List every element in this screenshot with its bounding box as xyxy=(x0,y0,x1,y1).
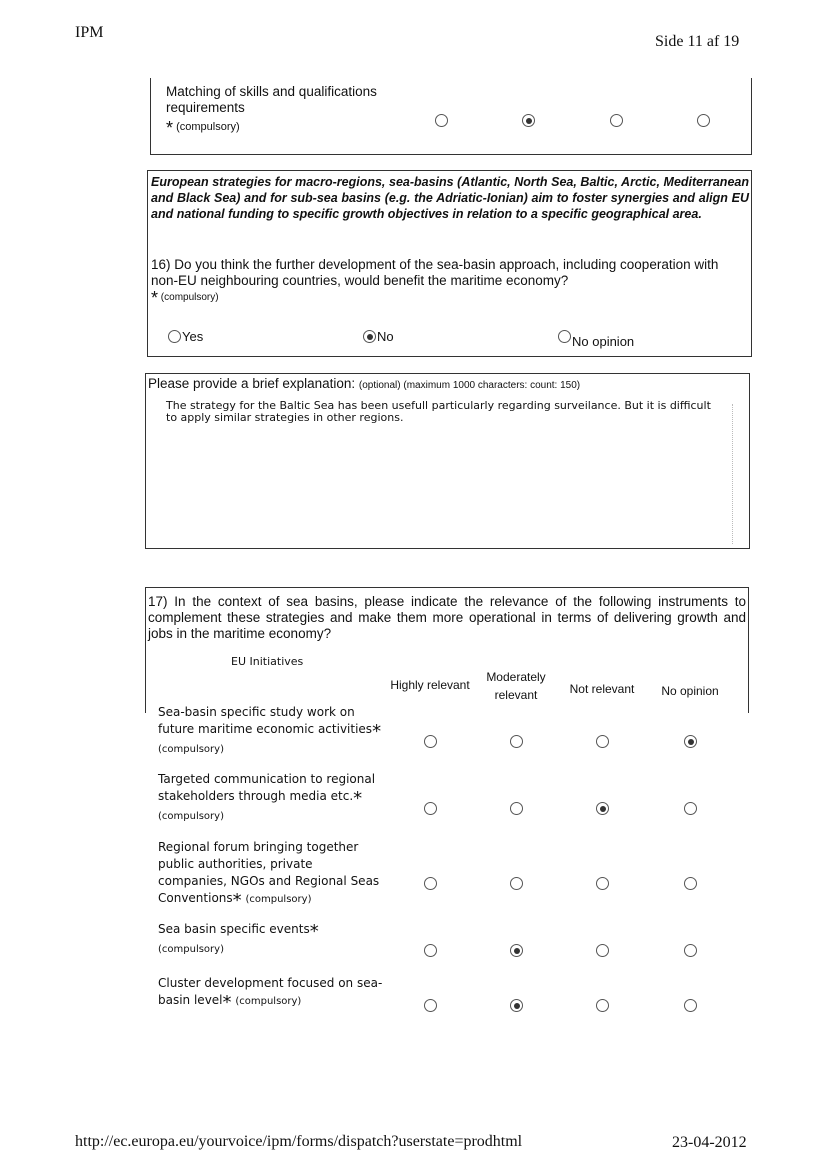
footer-date: 23-04-2012 xyxy=(672,1134,747,1151)
skills-radio-1[interactable] xyxy=(522,114,535,127)
q17-row1-radio-1[interactable] xyxy=(510,802,523,815)
q17-row2-radio-2[interactable] xyxy=(596,877,609,890)
skills-row xyxy=(150,78,752,155)
q17-row0-radio-1[interactable] xyxy=(510,735,523,748)
q16-option-label: No opinion xyxy=(572,334,635,349)
column-header: Not relevant xyxy=(569,682,635,696)
q17-row1-radio-3[interactable] xyxy=(684,802,697,815)
q17-row1-radio-0[interactable] xyxy=(424,802,437,815)
q17-row4-radio-1[interactable] xyxy=(510,999,523,1012)
explanation-label: Please provide a brief explanation: (optional) (maximum 1000 characters: count: 150) xyxy=(148,376,581,391)
q17-row0-radio-3[interactable] xyxy=(684,735,697,748)
column-header: Highly relevant xyxy=(390,678,470,692)
q17-row0-radio-0[interactable] xyxy=(424,735,437,748)
q17-row1-radio-2[interactable] xyxy=(596,802,609,815)
q17-row4-radio-2[interactable] xyxy=(596,999,609,1012)
q17-row3-radio-2[interactable] xyxy=(596,944,609,957)
q16-option-label: No xyxy=(377,329,394,344)
q17-row0-radio-2[interactable] xyxy=(596,735,609,748)
column-header: No opinion xyxy=(661,684,719,698)
q16-section xyxy=(147,170,752,357)
page-number: Side 11 af 19 xyxy=(655,33,740,50)
q16-radio-0[interactable] xyxy=(168,330,181,343)
skills-radio-0[interactable] xyxy=(435,114,448,127)
skills-compulsory: * (compulsory) xyxy=(166,118,240,138)
q16-option-label: Yes xyxy=(182,329,204,344)
q16-question: 16) Do you think the further development of the sea-basin approach, including cooperation with non-EU neighbouring countries, would benefit the maritime economy? xyxy=(151,257,719,288)
q17-question: 17) In the context of sea basins, please indicate the relevance of the following instruments to complement these strategies and make them more operational in terms of delivering growth and jobs in the maritime economy? xyxy=(148,594,746,641)
footer-url: http://ec.europa.eu/yourvoice/ipm/forms/dispatch?userstate=prodhtml xyxy=(75,1133,523,1150)
explanation-section xyxy=(145,373,750,549)
row-label: Cluster development focused on sea-basin level* (compulsory) xyxy=(158,976,383,1013)
explanation-textarea[interactable]: The strategy for the Baltic Sea has been usefull particularly regarding surveilance. But it is difficult to apply similar strategies in other regions. xyxy=(166,399,711,424)
column-header: Moderately relevant xyxy=(486,670,546,702)
row-label: Targeted communication to regional stakeholders through media etc.* (compulsory) xyxy=(158,772,376,822)
q16-intro: European strategies for macro-regions, sea-basins (Atlantic, North Sea, Baltic, Arctic, Mediterranean and Black Sea) and for sub-sea basins (e.g. the Adriatic-Ionian) aim to foster synergies and align EU and national funding to specific growth objectives in relation to a specific geographical area. xyxy=(151,175,749,221)
q17-row2-radio-0[interactable] xyxy=(424,877,437,890)
q16-compulsory: * (compulsory) xyxy=(151,288,219,308)
q17-row-header: EU Initiatives xyxy=(231,655,304,668)
textarea-scrollbar[interactable] xyxy=(732,404,739,544)
skills-radio-3[interactable] xyxy=(697,114,710,127)
skills-label: Matching of skills and qualifications requirements xyxy=(166,84,377,115)
q17-row3-radio-0[interactable] xyxy=(424,944,437,957)
q17-row2-radio-3[interactable] xyxy=(684,877,697,890)
skills-radio-2[interactable] xyxy=(610,114,623,127)
q17-row2-radio-1[interactable] xyxy=(510,877,523,890)
q17-row3-radio-1[interactable] xyxy=(510,944,523,957)
q16-radio-2[interactable] xyxy=(558,330,571,343)
row-label: Sea basin specific events* (compulsory) xyxy=(158,921,319,955)
q17-row3-radio-3[interactable] xyxy=(684,944,697,957)
q17-row4-radio-0[interactable] xyxy=(424,999,437,1012)
q16-radio-1[interactable] xyxy=(363,330,376,343)
q17-row4-radio-3[interactable] xyxy=(684,999,697,1012)
header-left: IPM xyxy=(75,24,104,41)
row-label: Regional forum bringing together public authorities, private companies, NGOs and Regional Seas Conventions* (compulsory) xyxy=(158,840,380,911)
row-label: Sea-basin specific study work on future maritime economic activities* (compulsory) xyxy=(158,705,382,755)
